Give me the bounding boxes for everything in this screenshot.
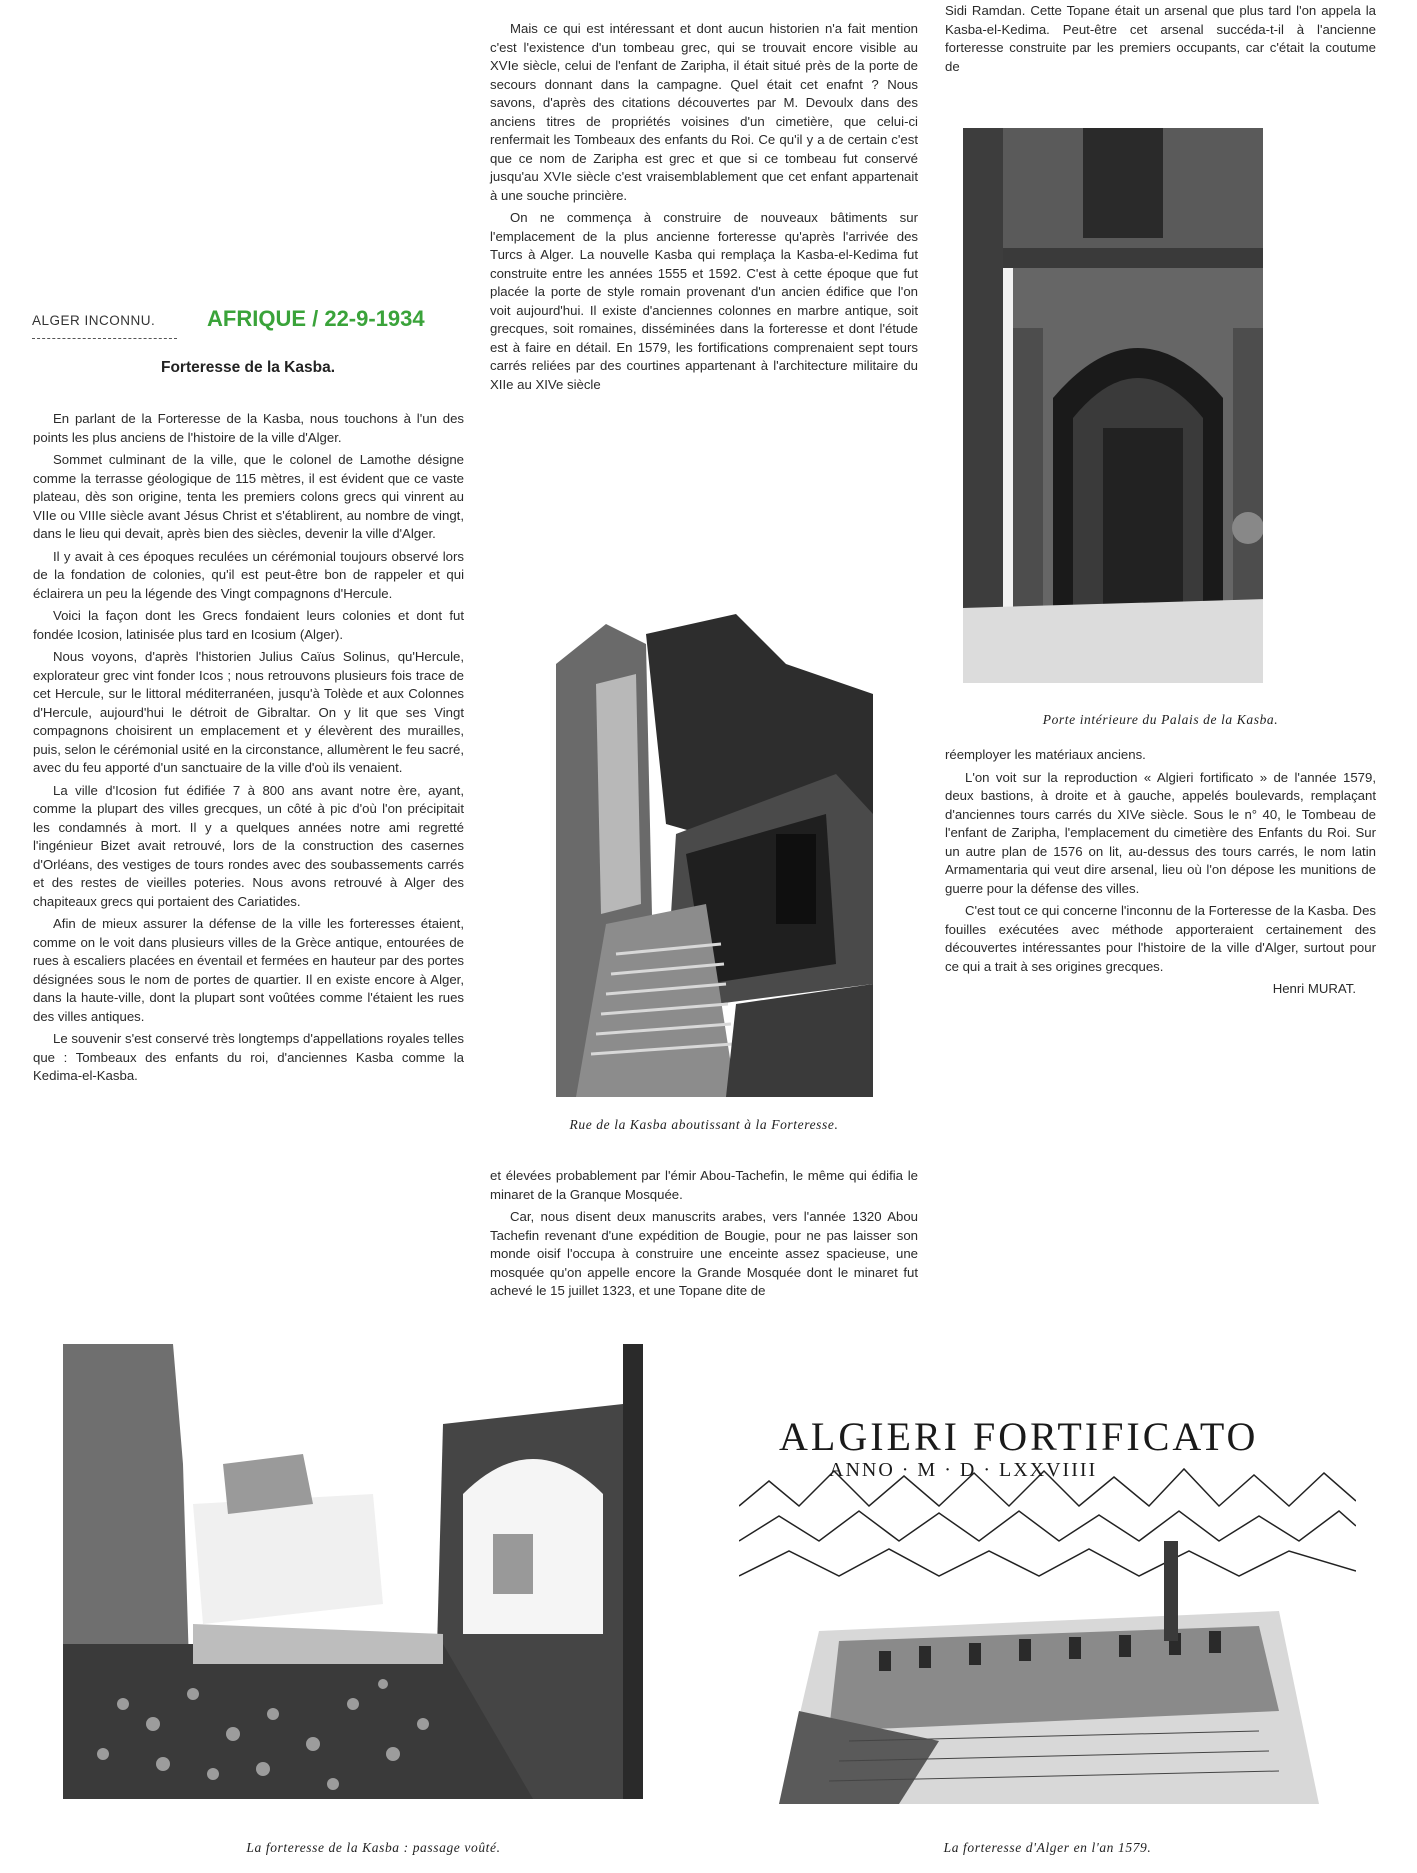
paragraph: La ville d'Icosion fut édifiée 7 à 800 ans avant notre ère, ayant, comme la plupart des villes grecques, un côté à pic d'où l'on précipitait les condamnés à mort. Il y a quelques années notre ami regretté l'ingénieur Bizet avait retrouvé, lors de la construction des casernes d'Orléans, des vestiges de tours rondes avec des soubassements carrés et des restes de vieilles poteries. Nous avons retrouvé à Alger des chapiteaux grecs qui portaient des Cariatides. [33, 782, 464, 909]
paragraph: réemployer les matériaux anciens. [945, 747, 1146, 762]
photo-rue-kasba [536, 604, 873, 1097]
paragraph: Il y avait à ces époques reculées un cérémonial toujours observé lors de la fondation de colonies, qu'il est peut-être bon de rappeler et qui éclairera un peu la légende des Vingt compagnons d'Hercule. [33, 548, 464, 601]
article-title: Forteresse de la Kasba. [160, 359, 336, 376]
photo-rue-kasba-image [536, 604, 873, 1097]
caption-passage-voute: La forteresse de la Kasba : passage voûté. [246, 1840, 501, 1855]
paragraph: On ne commença à construire de nouveaux bâtiments sur l'emplacement de la plus ancienne forteresse qu'après l'arrivée des Turcs à Alger. La nouvelle Kasba qui remplaça la Kasba-el-Kedima fut construite entre les années 1555 et 1592. C'est à cette époque que fut placée la porte de style romain provenant d'un ancien édifice que l'on voit aujourd'hui. Il existe d'anciennes colonnes en marbre antique, soit grecques, soit romaines, disséminées dans la forteresse et dont l'étude est à faire en détail. En 1579, les fortifications comprenaient sept tours carrés reliées par des courtines appartenant à l'architecture militaire du XIIe au XIVe siècle [490, 210, 918, 392]
caption-map: La forteresse d'Alger en l'an 1579. [943, 1840, 1152, 1855]
section-kicker: ALGER INCONNU. [32, 313, 156, 328]
caption-rue-kasba: Rue de la Kasba aboutissant à la Forteresse. [569, 1117, 839, 1132]
paragraph: et élevées probablement par l'émir Abou-Tachefin, le même qui édifia le minaret de la Granque Mosquée. [490, 1168, 918, 1202]
map-title: ALGIERI FORTIFICATO [779, 1414, 1259, 1459]
photo-passage-voute-image [63, 1344, 684, 1799]
photo-porte-palais [963, 128, 1302, 683]
column-3-top [945, 2, 1376, 80]
paragraph: Le souvenir s'est conservé très longtemps d'appellations royales telles que : Tombeaux des enfants du roi, d'anciennes Kasba comme la Kedima-el-Kasba. [33, 1031, 464, 1083]
photo-passage-voute [63, 1344, 684, 1799]
paragraph: Car, nous disent deux manuscrits arabes, vers l'année 1320 Abou Tachefin revenant d'une expédition de Bougie, pour ne pas laisser son monde oisif l'occupa à construire une enceinte assez spacieuse, une mosquée qu'on appelle encore la Grande Mosquée dont le minaret fut achevé le 15 juillet 1323, et une Topane dite de [490, 1209, 918, 1298]
paragraph: Voici la façon dont les Grecs fondaient leurs colonies et dont fut fondée Icosion, latinisée plus tard en Icosium (Alger). [33, 608, 464, 642]
column-1 [33, 410, 464, 1090]
paragraph: C'est tout ce qui concerne l'inconnu de la Forteresse de la Kasba. Des fouilles exécutées avec méthode apporteraient certainement des découvertes intéressantes pour l'histoire de la ville d'Alger, surtout pour ce qui a trait à ses origines grecques. [945, 903, 1376, 974]
paragraph: En parlant de la Forteresse de la Kasba, nous touchons à l'un des points les plus anciens de l'histoire de la ville d'Alger. [33, 411, 464, 445]
caption-porte-palais: Porte intérieure du Palais de la Kasba. [1042, 712, 1279, 727]
author-signature: Henri MURAT. [1272, 981, 1356, 996]
paragraph: Nous voyons, d'après l'historien Julius Caïus Solinus, qu'Hercule, explorateur grec vint fonder Icos ; nous retrouvons plusieurs fois trace de cet Hercule, sur le littoral méditerranéen, jusqu'à Tolède et aux Colonnes d'Hercule, aujourd'hui le détroit de Gibraltar. On y lit que ses Vingt compagnons choisirent un emplacement et y élevèrent des murailles, puis, selon le cérémonial usité en la circonstance, allumèrent le feu sacré, avec du feu apporté d'un sanctuaire de la ville d'où ils venaient. [33, 649, 465, 775]
paragraph: Sommet culminant de la ville, que le colonel de Lamothe désigne comme la terrasse géologique de 115 mètres, il est évident que ce vaste plateau, dès son origine, tenta les premiers colons grecs qui vinrent au VIIe ou VIIIe siècle avant Jésus Christ et s'établirent, au nombre de vingt, dans le lieu qui devait, après bien des siècles, devenir la ville d'Alger. [33, 452, 464, 541]
header-rule [32, 338, 177, 339]
map-algieri-fortificato [739, 1411, 1356, 1804]
photo-porte-palais-image [963, 128, 1302, 683]
map-year: ANNO · M · D · LXXVIIII [829, 1459, 1098, 1481]
paragraph: Mais ce qui est intéressant et dont aucun historien n'a fait mention c'est l'existence d'un tombeau grec, qui se trouvait encore visible au XVIe siècle, celui de l'enfant de Zaripha, il était situé près de la porte de secours donnant dans la campagne. Quel était cet enafnt ? Nous savons, d'après des citations découvertes par M. Devoulx dans des anciens titres de propriétés voisines d'un cimetière, que celui-ci renfermait les Tombeaux des enfants du Roi. Ce qu'il y a de certain c'est que ce nom de Zaripha est grec et que si ce tombeau fut conservé jusqu'au XVIe siècle c'est vraisemblablement que cet enfant appartenait à une souche princière. [490, 21, 918, 203]
article-header [32, 306, 464, 336]
source-date-stamp: AFRIQUE / 22-9-1934 [207, 306, 425, 331]
column-3-bottom [945, 746, 1376, 1003]
column-2-top [490, 20, 918, 398]
paragraph: Afin de mieux assurer la défense de la ville les forteresses étaient, comme on le voit dans plusieurs villes de la Grèce antique, entourées de rues à escaliers placées en éventail et fermées en hauteur par des portes désignées sous le nom de portes de quartier. Il en existe encore à Alger, dans la haute-ville, dont la plupart sont voûtées comme l'étaient les rues des villes antiques. [33, 916, 464, 1024]
paragraph: Sidi Ramdan. Cette Topane était un arsenal que plus tard l'on appela la Kasba-el-Kedima. Peut-être cet arsenal succéda-t-il à l'ancienne forteresse construite par les premiers occupants, car c'était la coutume de [945, 3, 1376, 74]
column-2-bottom [490, 1167, 918, 1305]
paragraph: L'on voit sur la reproduction « Algieri fortificato » de l'année 1579, deux bastions, à droite et à gauche, appelés boulevards, remplaçant d'anciennes tours carrés du XIVe siècle. Sous le n° 40, le Tombeau de l'enfant de Zaripha, l'emplacement du cimetière des Enfants du Roi. Sur un autre plan de 1576 on lit, au-dessus des tours carrés, le nom latin Armamentaria qui veut dire arsenal, lieu où l'on dépose les munitions de guerre pour la défense des villes. [945, 769, 1376, 896]
